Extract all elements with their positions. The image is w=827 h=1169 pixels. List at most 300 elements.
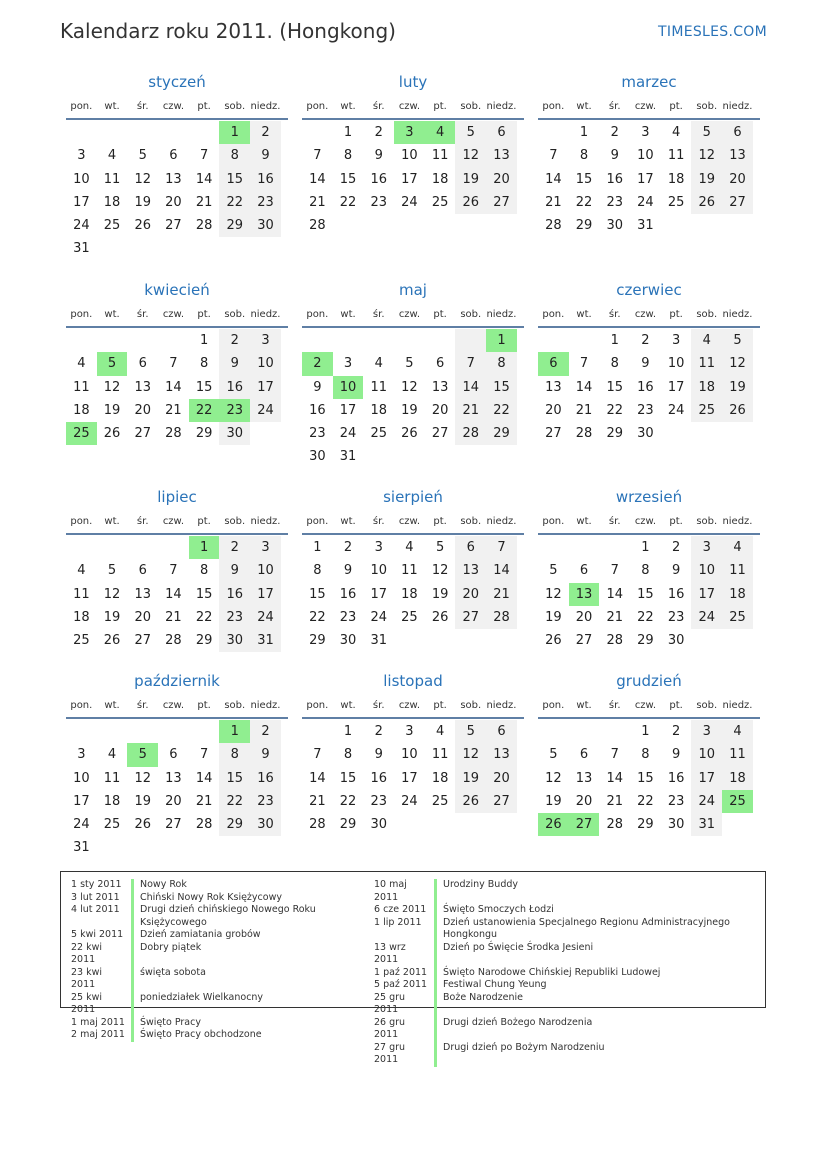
day-cell: 4 [405, 540, 414, 555]
day-cell: 5 [405, 356, 414, 372]
day-cell: 2 [374, 724, 383, 739]
day-cell: 6 [486, 720, 517, 743]
weekday-label: czw. [398, 309, 420, 320]
day-cell: 18 [667, 171, 685, 187]
day-cell: 25 [370, 426, 387, 442]
day-cell: 13 [134, 379, 151, 395]
day-cell: 29 [195, 633, 213, 649]
day-cell: 11 [431, 148, 449, 164]
weekday-label: śr. [136, 101, 149, 112]
day-cell: 2 [641, 333, 650, 348]
day-cell: 4 [722, 536, 753, 559]
day-cell: 22 [606, 402, 623, 418]
day-cell: 27 [455, 606, 486, 629]
empty-day-cell [569, 536, 600, 559]
holiday-legend [60, 871, 766, 1065]
weekday-label: pt. [669, 700, 683, 711]
site-link[interactable]: TIMESLES.COM [658, 24, 767, 40]
day-cell: 7 [199, 148, 209, 164]
weekday-label: pon. [306, 101, 329, 112]
empty-day-cell [127, 536, 158, 559]
weekday-header [66, 695, 288, 719]
day-cell: 17 [667, 379, 685, 395]
day-cell: 4 [435, 724, 445, 739]
empty-day-cell [302, 329, 333, 352]
weekday-label: sob. [224, 309, 246, 320]
weekday-label: sob. [460, 516, 482, 527]
month-days [302, 121, 524, 237]
weekday-label: niedz. [486, 309, 517, 320]
day-cell: 25 [722, 606, 753, 629]
holiday-row [374, 917, 730, 942]
day-cell: 25 [691, 399, 722, 422]
holiday-marker [131, 892, 134, 905]
day-cell: 17 [637, 171, 654, 187]
empty-day-cell [599, 536, 630, 559]
day-cell: 18 [103, 793, 121, 809]
weekday-label: sob. [696, 309, 718, 320]
day-cell: 5 [455, 121, 486, 144]
day-cell: 21 [195, 194, 213, 210]
weekday-label: sob. [460, 309, 482, 320]
empty-day-cell [127, 121, 158, 144]
month-block [538, 72, 760, 237]
weekday-label: pon. [306, 516, 329, 527]
day-cell: 18 [722, 767, 753, 790]
day-cell: 17 [401, 770, 418, 786]
holiday-marker [131, 929, 134, 942]
weekday-label: sob. [696, 101, 718, 112]
day-cell: 14 [606, 770, 623, 786]
day-cell: 10 [667, 356, 685, 372]
day-cell: 18 [401, 586, 418, 602]
holiday-name: Dzień po Święcie Środka Jesieni [443, 941, 594, 953]
day-cell: 19 [134, 194, 151, 210]
day-cell: 29 [309, 633, 326, 649]
day-cell: 8 [610, 356, 619, 372]
weekday-label: pt. [433, 516, 447, 527]
day-cell: 18 [370, 402, 387, 418]
day-cell: 13 [455, 559, 486, 582]
day-cell: 3 [77, 148, 86, 164]
day-cell: 19 [455, 168, 486, 191]
day-cell: 4 [722, 720, 753, 743]
weekday-header [302, 695, 524, 719]
month-block [302, 671, 524, 836]
day-cell: 19 [103, 609, 121, 625]
day-cell: 3 [641, 125, 650, 140]
day-cell: 21 [455, 399, 486, 422]
weekday-label: niedz. [486, 101, 517, 112]
day-cell: 22 [339, 194, 357, 210]
month-name: listopad [383, 672, 443, 690]
day-cell: 6 [138, 356, 147, 372]
month-name: wrzesień [615, 488, 683, 506]
empty-day-cell [97, 329, 128, 352]
holiday-row [71, 1029, 316, 1042]
weekday-label: czw. [634, 309, 656, 320]
day-cell: 5 [107, 563, 117, 579]
day-cell: 7 [455, 352, 486, 375]
day-cell: 10 [401, 747, 418, 763]
day-cell: 12 [722, 352, 753, 375]
day-cell: 28 [309, 817, 326, 833]
weekday-label: niedz. [722, 700, 753, 711]
day-cell: 2 [250, 121, 281, 144]
day-cell: 9 [250, 743, 281, 766]
day-cell: 24 [637, 194, 654, 210]
empty-day-cell [189, 121, 220, 144]
day-cell: 13 [575, 770, 593, 786]
day-cell: 23 [637, 402, 654, 418]
empty-day-cell [189, 720, 220, 743]
day-cell: 27 [486, 790, 517, 813]
day-cell: 21 [545, 194, 562, 210]
day-cell: 28 [195, 817, 213, 833]
day-cell: 28 [455, 422, 486, 445]
day-cell: 23 [250, 790, 281, 813]
empty-day-cell [66, 720, 97, 743]
day-cell: 25 [103, 817, 121, 833]
weekday-label: śr. [372, 516, 385, 527]
day-cell: 10 [73, 770, 90, 786]
day-cell: 27 [165, 218, 182, 234]
weekday-label: niedz. [250, 101, 281, 112]
weekday-label: pt. [669, 516, 683, 527]
weekday-header [538, 304, 760, 328]
day-cell: 8 [641, 563, 650, 579]
day-cell: 16 [250, 168, 281, 191]
day-cell: 27 [165, 817, 182, 833]
weekday-label: śr. [372, 101, 385, 112]
day-cell: 1 [641, 724, 650, 739]
day-cell: 16 [637, 379, 654, 395]
holiday-marker [131, 879, 134, 892]
day-cell: 17 [370, 586, 387, 602]
day-cell: 26 [545, 633, 562, 649]
month-days [302, 720, 524, 836]
day-cell: 19 [722, 376, 753, 399]
day-cell: 20 [575, 609, 593, 625]
month-name: marzec [621, 73, 677, 91]
day-cell: 6 [169, 747, 178, 763]
day-cell: 20 [575, 793, 593, 809]
month-block [538, 280, 760, 445]
holiday-row [71, 879, 316, 892]
weekday-label: sob. [460, 700, 482, 711]
day-cell: 3 [691, 536, 722, 559]
day-cell: 9 [374, 747, 383, 763]
weekday-label: pt. [197, 700, 211, 711]
day-cell: 6 [138, 563, 147, 579]
day-cell: 24 [250, 606, 281, 629]
holiday-name: Dzień ustanowienia Specjalnego Regionu Administracyjnego Hongkongu [443, 916, 730, 940]
holiday-day-cell: 1 [486, 329, 517, 352]
day-cell: 3 [250, 329, 281, 352]
weekday-label: śr. [372, 309, 385, 320]
day-cell: 19 [691, 168, 722, 191]
holiday-date: 6 cze 2011 [374, 904, 427, 915]
day-cell: 4 [107, 148, 117, 164]
day-cell: 16 [370, 770, 387, 786]
day-cell: 16 [667, 586, 685, 602]
weekday-label: czw. [162, 516, 184, 527]
holiday-name: Dzień zamiatania grobów [140, 929, 261, 940]
day-cell: 3 [691, 720, 722, 743]
day-cell: 17 [691, 767, 722, 790]
day-cell: 26 [455, 191, 486, 214]
day-cell: 15 [637, 586, 654, 602]
holiday-list-right [374, 879, 730, 1067]
weekday-label: śr. [608, 101, 621, 112]
day-cell: 26 [103, 633, 121, 649]
day-cell: 14 [165, 379, 182, 395]
day-cell: 20 [455, 583, 486, 606]
holiday-name: Boże Narodzenie [443, 991, 523, 1003]
day-cell: 27 [134, 426, 151, 442]
weekday-label: pon. [70, 516, 93, 527]
day-cell: 18 [73, 402, 90, 418]
month-block [302, 280, 524, 469]
day-cell: 10 [250, 352, 281, 375]
day-cell: 10 [637, 148, 654, 164]
empty-day-cell [97, 121, 128, 144]
day-cell: 16 [309, 402, 326, 418]
day-cell: 11 [722, 743, 753, 766]
day-cell: 29 [219, 214, 250, 237]
weekday-header [66, 96, 288, 120]
day-cell: 16 [667, 770, 685, 786]
weekday-label: pon. [542, 309, 565, 320]
holiday-day-cell: 5 [97, 352, 128, 375]
day-cell: 4 [374, 356, 383, 372]
day-cell: 22 [486, 399, 517, 422]
holiday-name: Święto Pracy obchodzone [140, 1029, 262, 1040]
holiday-marker [131, 967, 134, 992]
weekday-label: czw. [634, 700, 656, 711]
day-cell: 13 [134, 586, 151, 602]
day-cell: 21 [606, 609, 623, 625]
day-cell: 9 [610, 148, 619, 164]
weekday-label: pt. [433, 101, 447, 112]
day-cell: 8 [579, 148, 589, 164]
holiday-day-cell: 1 [219, 720, 250, 743]
weekday-label: pt. [433, 700, 447, 711]
day-cell: 4 [671, 125, 681, 140]
day-cell: 13 [486, 144, 517, 167]
day-cell: 1 [579, 125, 589, 140]
day-cell: 30 [250, 813, 281, 836]
empty-day-cell [302, 720, 333, 743]
weekday-label: sob. [696, 516, 718, 527]
month-days [66, 329, 288, 445]
day-cell: 1 [610, 333, 619, 348]
day-cell: 30 [339, 633, 357, 649]
day-cell: 9 [343, 563, 353, 579]
day-cell: 2 [219, 329, 250, 352]
weekday-label: sob. [224, 700, 246, 711]
day-cell: 3 [343, 356, 353, 372]
day-cell: 10 [370, 563, 387, 579]
empty-day-cell [538, 329, 569, 352]
holiday-date: 10 maj 2011 [374, 879, 407, 903]
weekday-label: sob. [696, 700, 718, 711]
weekday-label: niedz. [250, 516, 281, 527]
empty-day-cell [158, 536, 189, 559]
weekday-label: czw. [398, 101, 420, 112]
weekday-label: niedz. [250, 309, 281, 320]
weekday-label: wt. [340, 700, 356, 711]
day-cell: 21 [309, 793, 326, 809]
day-cell: 29 [339, 817, 357, 833]
day-cell: 15 [575, 171, 593, 187]
holiday-day-cell: 26 [538, 813, 569, 836]
month-days [538, 121, 760, 237]
day-cell: 20 [486, 767, 517, 790]
month-name: październik [134, 672, 220, 690]
empty-day-cell [127, 329, 158, 352]
day-cell: 4 [107, 747, 117, 763]
day-cell: 8 [219, 144, 250, 167]
holiday-name: Drugi dzień Bożego Narodzenia [443, 1016, 593, 1028]
empty-day-cell [569, 329, 600, 352]
weekday-header [538, 511, 760, 535]
day-cell: 27 [722, 191, 753, 214]
holiday-name: Nowy Rok [140, 879, 187, 890]
day-cell: 12 [691, 144, 722, 167]
day-cell: 15 [309, 586, 326, 602]
day-cell: 11 [667, 148, 685, 164]
day-cell: 24 [370, 609, 387, 625]
holiday-day-cell: 13 [569, 583, 600, 606]
day-cell: 15 [219, 767, 250, 790]
day-cell: 19 [545, 793, 562, 809]
holiday-name: Święto Pracy [140, 1016, 201, 1028]
day-cell: 21 [606, 793, 623, 809]
month-block [66, 72, 288, 261]
day-cell: 14 [165, 586, 182, 602]
day-cell: 12 [134, 171, 151, 187]
day-cell: 22 [219, 790, 250, 813]
month-name: maj [399, 281, 427, 299]
holiday-marker [434, 879, 437, 904]
month-block [66, 280, 288, 445]
day-cell: 31 [73, 241, 90, 257]
holiday-date: 25 gru 2011 [374, 991, 406, 1015]
weekday-label: sob. [224, 101, 246, 112]
day-cell: 20 [134, 402, 151, 418]
day-cell: 8 [199, 356, 209, 372]
weekday-label: wt. [340, 516, 356, 527]
day-cell: 2 [343, 540, 353, 555]
holiday-marker [434, 904, 437, 917]
day-cell: 29 [486, 422, 517, 445]
day-cell: 5 [549, 563, 558, 579]
day-cell: 2 [219, 536, 250, 559]
day-cell: 18 [73, 609, 90, 625]
holiday-day-cell: 6 [538, 352, 569, 375]
day-cell: 24 [667, 402, 685, 418]
day-cell: 6 [455, 536, 486, 559]
day-cell: 12 [545, 586, 562, 602]
day-cell: 7 [313, 747, 322, 763]
day-cell: 30 [219, 422, 250, 445]
holiday-row [374, 1017, 730, 1042]
day-cell: 18 [431, 171, 449, 187]
holiday-day-cell: 22 [189, 399, 220, 422]
holiday-name: Drugi dzień chińskiego Nowego Roku Księżycowego [140, 904, 316, 928]
day-cell: 16 [606, 171, 623, 187]
day-cell: 12 [545, 770, 562, 786]
day-cell: 21 [165, 609, 182, 625]
weekday-label: czw. [162, 700, 184, 711]
day-cell: 15 [486, 376, 517, 399]
day-cell: 25 [431, 793, 449, 809]
day-cell: 6 [486, 121, 517, 144]
holiday-date: 5 paź 2011 [374, 979, 428, 990]
empty-day-cell [66, 536, 97, 559]
day-cell: 17 [73, 793, 90, 809]
weekday-label: sob. [224, 516, 246, 527]
day-cell: 1 [343, 125, 353, 140]
day-cell: 20 [431, 402, 449, 418]
weekday-label: wt. [104, 700, 120, 711]
day-cell: 30 [219, 629, 250, 652]
holiday-name: Festiwal Chung Yeung [443, 979, 547, 990]
day-cell: 22 [219, 191, 250, 214]
day-cell: 22 [195, 609, 213, 625]
holiday-name: poniedziałek Wielkanocny [140, 991, 264, 1003]
weekday-label: pt. [433, 309, 447, 320]
day-cell: 10 [73, 171, 90, 187]
weekday-label: pt. [197, 309, 211, 320]
day-cell: 28 [309, 218, 326, 234]
day-cell: 21 [486, 583, 517, 606]
month-name: lipiec [157, 488, 197, 506]
day-cell: 2 [374, 125, 383, 140]
weekday-label: pon. [70, 700, 93, 711]
day-cell: 18 [103, 194, 121, 210]
day-cell: 24 [339, 426, 357, 442]
day-cell: 13 [722, 144, 753, 167]
day-cell: 14 [195, 171, 213, 187]
holiday-name: Chiński Nowy Rok Księżycowy [140, 891, 282, 903]
month-days [302, 536, 524, 652]
day-cell: 1 [641, 540, 650, 555]
day-cell: 17 [250, 376, 281, 399]
day-cell: 13 [431, 379, 449, 395]
day-cell: 11 [691, 352, 722, 375]
day-cell: 26 [134, 218, 151, 234]
day-cell: 8 [343, 747, 353, 763]
day-cell: 12 [103, 586, 121, 602]
weekday-label: pon. [306, 700, 329, 711]
holiday-name: Święto Narodowe Chińskiej Republiki Ludowej [443, 966, 661, 978]
holiday-date: 5 kwi 2011 [71, 929, 124, 940]
empty-day-cell [158, 121, 189, 144]
day-cell: 8 [199, 563, 209, 579]
holiday-row [374, 967, 730, 980]
day-cell: 9 [671, 747, 681, 763]
day-cell: 19 [401, 402, 418, 418]
holiday-marker [434, 1017, 437, 1042]
day-cell: 7 [610, 747, 619, 763]
month-name: styczeń [148, 73, 206, 91]
day-cell: 6 [579, 747, 589, 763]
day-cell: 12 [401, 379, 418, 395]
empty-day-cell [158, 720, 189, 743]
weekday-label: śr. [136, 516, 149, 527]
